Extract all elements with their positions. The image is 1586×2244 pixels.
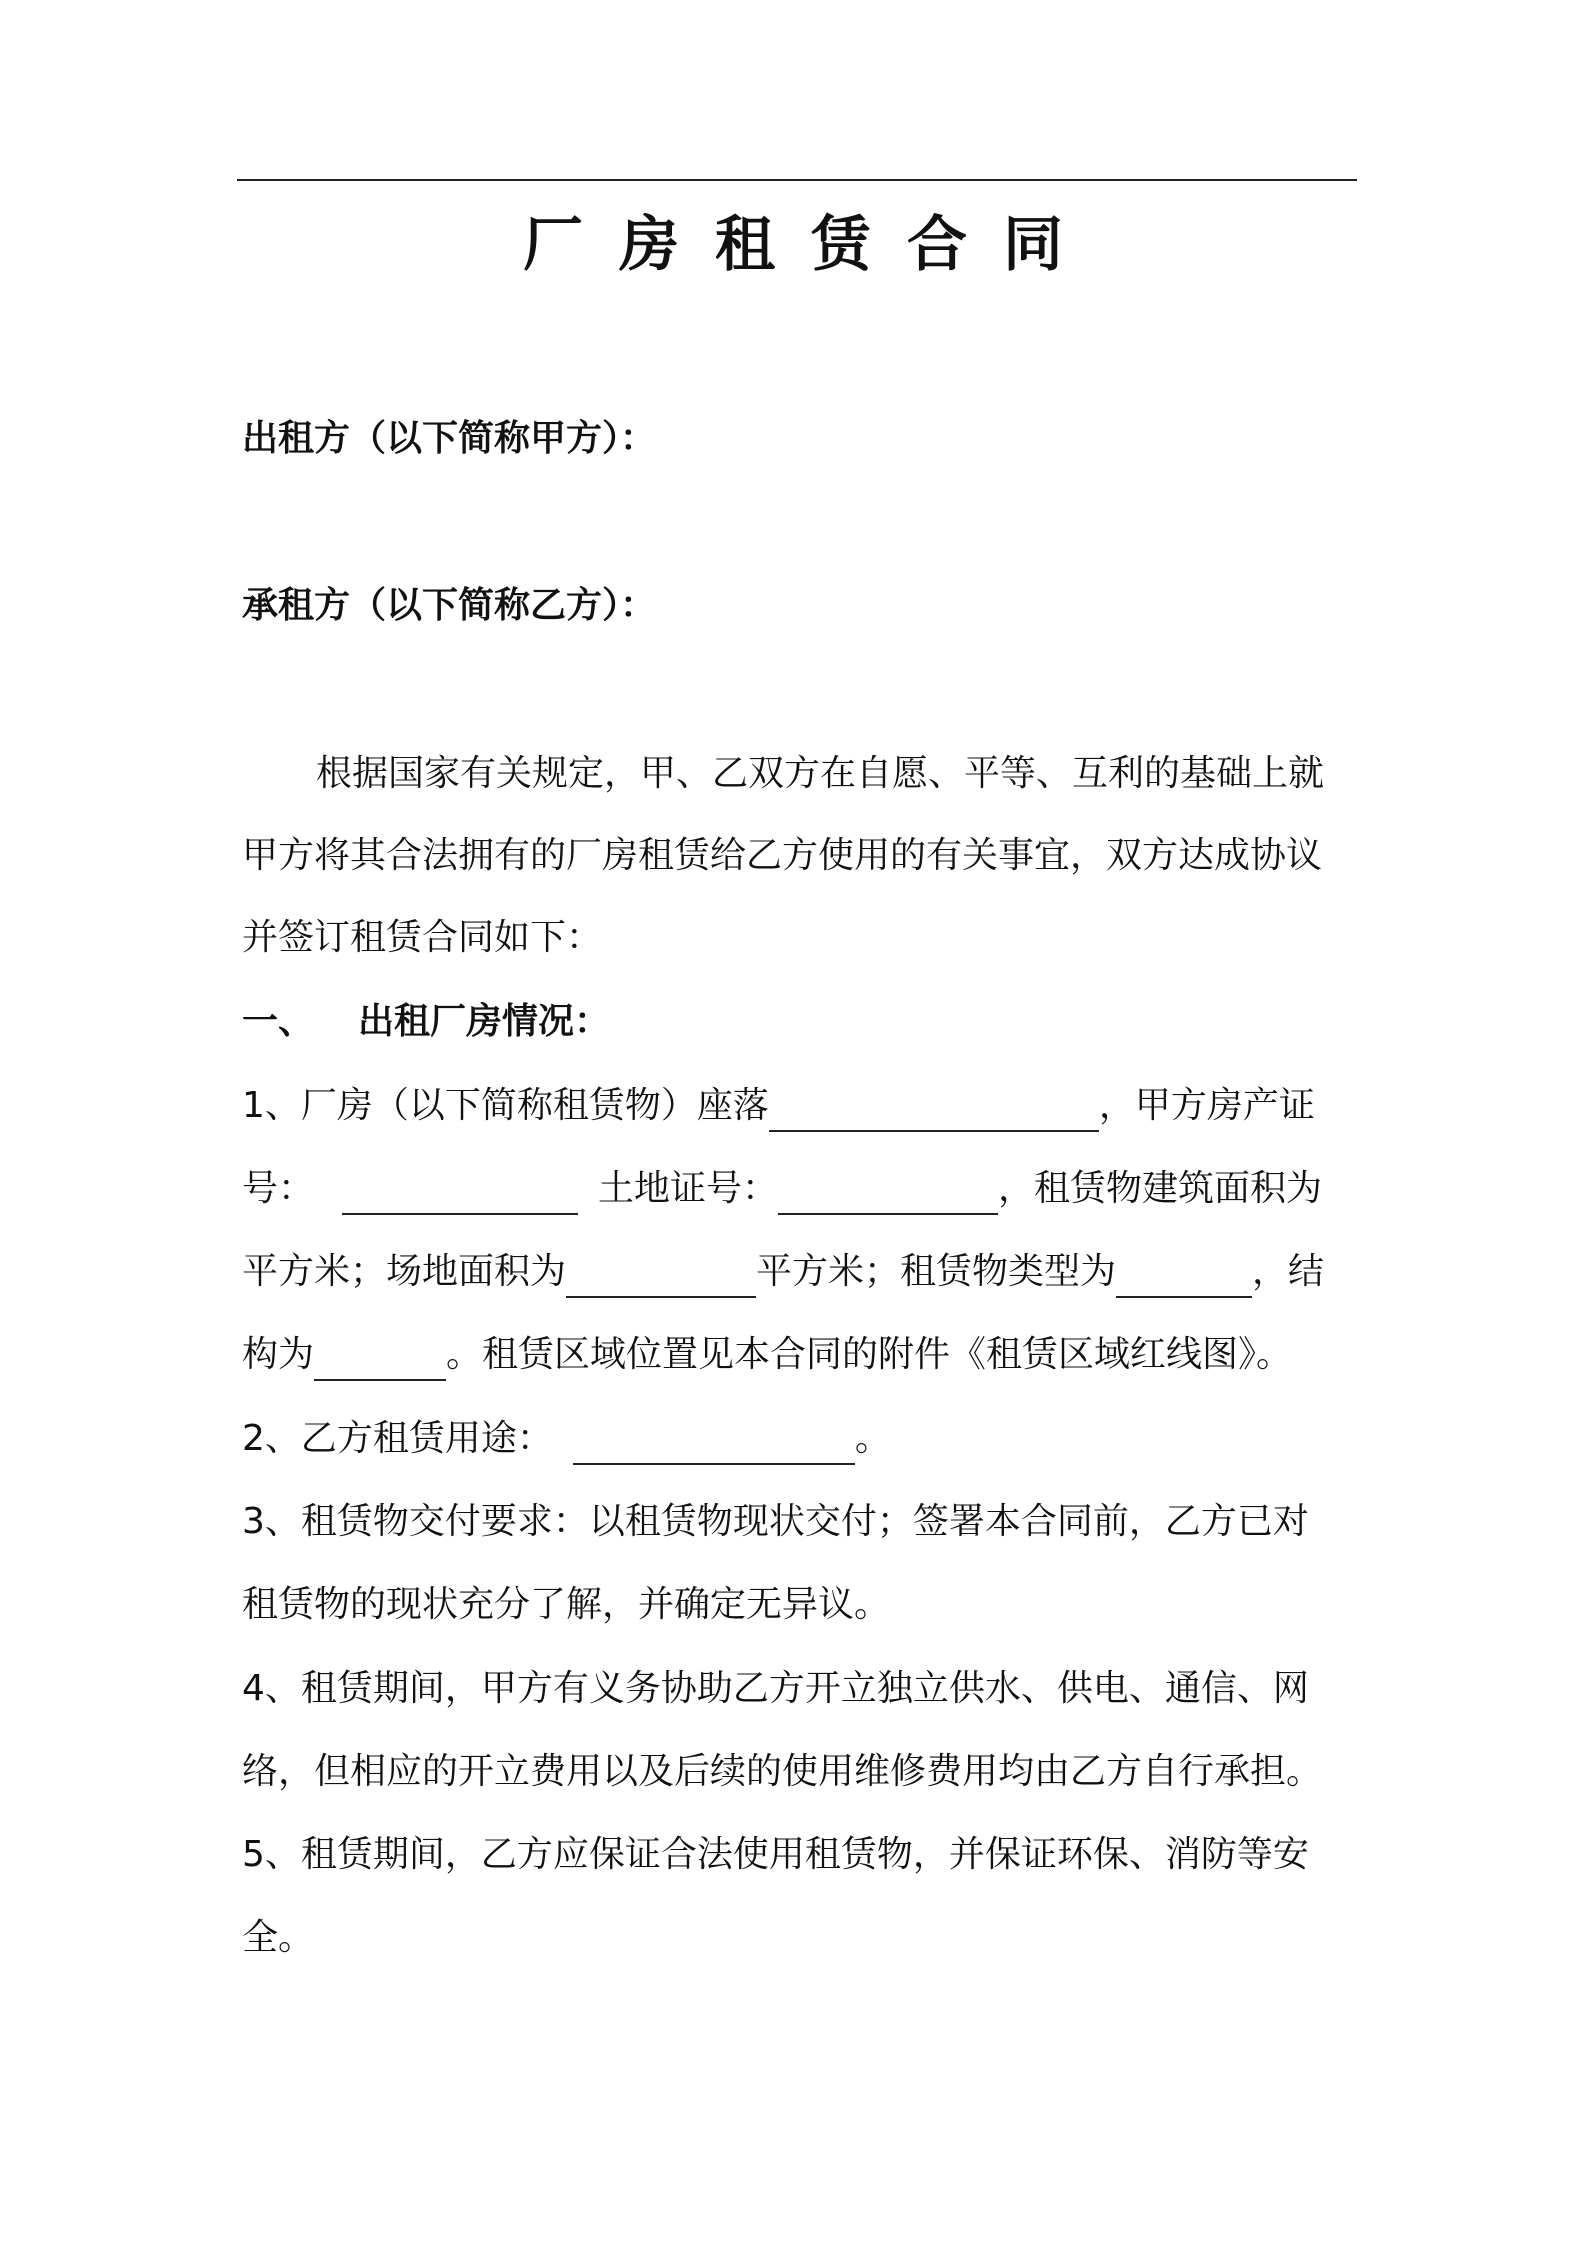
- clause-1-line-4: [242, 1329, 1292, 1381]
- clause-4-line-2: 络，但相应的开立费用以及后续的使用维修费用均由乙方自行承担。: [242, 1751, 1323, 1792]
- property-type-blank[interactable]: [1116, 1256, 1252, 1298]
- preamble-line-2: 甲方将其合法拥有的厂房租赁给乙方使用的有关事宜，双方达成协议: [242, 835, 1323, 876]
- clause-1-property-cert-label: ，甲方房产证: [1098, 1085, 1315, 1126]
- site-area-label: 平方米；场地面积为: [242, 1251, 567, 1292]
- structure-label-end: 构为: [242, 1334, 315, 1375]
- clause-1-location-label: 1、厂房（以下简称租赁物）座落: [242, 1085, 769, 1126]
- clause-3-line-2: 租赁物的现状充分了解，并确定无异议。: [242, 1584, 891, 1625]
- lessee-label: 承租方（以下简称乙方）：: [242, 585, 657, 626]
- property-cert-number-blank[interactable]: [342, 1173, 578, 1215]
- building-area-label: ，租赁物建筑面积为: [998, 1168, 1323, 1209]
- preamble-line-3: 并签订租赁合同如下：: [242, 917, 603, 958]
- document-title: 厂房租赁合同: [523, 210, 1099, 280]
- lease-purpose-blank[interactable]: [573, 1423, 855, 1465]
- section-1-heading: [242, 996, 610, 1048]
- land-cert-label: 土地证号：: [598, 1168, 779, 1209]
- location-blank[interactable]: [769, 1090, 1099, 1132]
- clause-1-number-label: 号：: [242, 1168, 315, 1209]
- lease-purpose-label: 2、乙方租赁用途：: [242, 1418, 553, 1459]
- site-area-blank[interactable]: [566, 1256, 756, 1298]
- clause-5-line-1: 5、租赁期间，乙方应保证合法使用租赁物，并保证环保、消防等安: [242, 1834, 1309, 1875]
- clause-1-line-2: [242, 1163, 1322, 1215]
- land-cert-number-blank[interactable]: [778, 1173, 998, 1215]
- clause-1-line-3: [242, 1246, 1324, 1298]
- clause-2-line: [242, 1413, 891, 1465]
- clause-3-line-1: 3、租赁物交付要求：以租赁物现状交付；签署本合同前，乙方已对: [242, 1501, 1309, 1542]
- section-1-number: 一、: [242, 1001, 315, 1042]
- header-rule: [237, 179, 1357, 181]
- clause-4-line-1: 4、租赁期间，甲方有义务协助乙方开立独立供水、供电、通信、网: [242, 1668, 1309, 1709]
- clause-1-line-1: [242, 1080, 1315, 1132]
- preamble-line-1: 根据国家有关规定，甲、乙双方在自愿、平等、互利的基础上就: [316, 753, 1325, 794]
- red-line-map-reference: 。租赁区域位置见本合同的附件《租赁区域红线图》。: [446, 1334, 1293, 1375]
- section-1-title: 出租厂房情况：: [358, 1001, 611, 1042]
- property-type-label: 平方米；租赁物类型为: [756, 1251, 1117, 1292]
- structure-blank[interactable]: [314, 1339, 446, 1381]
- lessor-label: 出租方（以下简称甲方）：: [242, 418, 657, 459]
- structure-label-start: ，结: [1252, 1251, 1325, 1292]
- lease-purpose-period: 。: [854, 1418, 891, 1459]
- clause-5-line-2: 全。: [242, 1917, 315, 1958]
